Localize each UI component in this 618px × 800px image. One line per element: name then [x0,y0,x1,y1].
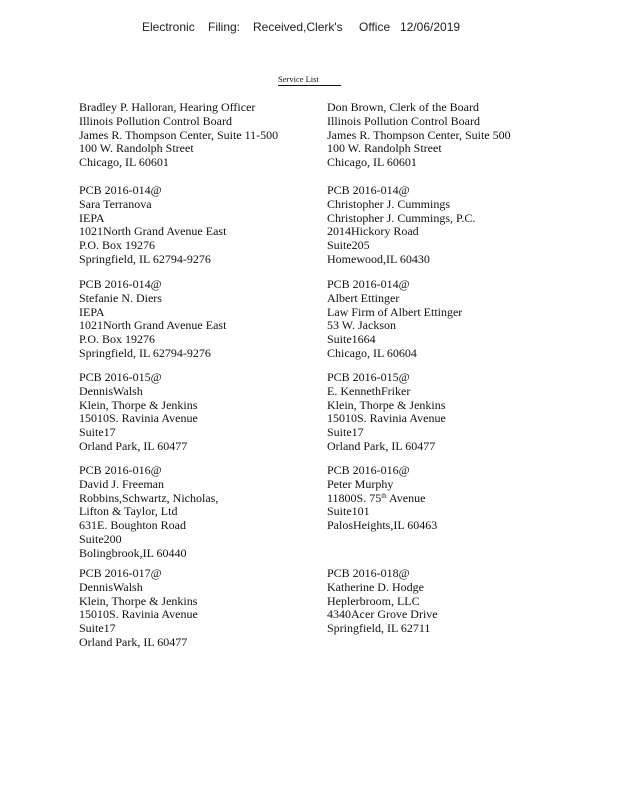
service-entry [327,101,511,170]
entry-line-prefix: 11800S. 75th Avenue [327,490,426,505]
entry-line: Orland Park, IL 60477 [79,438,188,453]
entry-line: Illinois Pollution Control Board [79,113,233,128]
service-entry [327,371,446,454]
case-number: PCB 2016-014@ [79,183,162,197]
entry-line: Bradley P. Halloran, Hearing Officer [79,100,256,114]
entry-line: Springfield, IL 62794-9276 [79,345,211,360]
entry-line: Suite17 [327,425,364,440]
entry-line: Christopher J. Cummings, P.C. [327,210,476,225]
entry-line: Don Brown, Clerk of the Board [327,100,479,114]
service-entry [327,464,437,533]
entry-line: James R. Thompson Center, Suite 11-500 [79,127,279,142]
entry-line: E. KennethFriker [327,383,411,398]
entry-line: 1021North Grand Avenue East [79,224,227,239]
entry-line: Suite200 [79,531,122,546]
entry-line: 631E. Boughton Road [79,518,186,533]
entry-line: Springfield, IL 62794-9276 [79,251,211,266]
entry-line: Christopher J. Cummings [327,196,451,211]
case-number: PCB 2016-015@ [79,370,162,384]
entry-line: Chicago, IL 60601 [327,155,417,170]
entry-line: Peter Murphy [327,476,394,491]
entry-line: 15010S. Ravinia Avenue [79,411,198,426]
service-list-title: Service List [278,74,341,86]
entry-line: Klein, Thorpe & Jenkins [79,593,198,608]
entry-line: Suite101 [327,504,370,519]
entry-line: Orland Park, IL 60477 [79,634,188,649]
entry-line: Heplerbroom, LLC [327,593,420,608]
case-number: PCB 2016-018@ [327,566,410,580]
entry-line: DennisWalsh [79,383,143,398]
entry-line: IEPA [79,210,105,225]
entry-line: Klein, Thorpe & Jenkins [79,397,198,412]
stamp-date: 12/06/2019 [400,20,461,34]
entry-line: Illinois Pollution Control Board [327,113,481,128]
service-entry [79,567,198,650]
entry-line: Albert Ettinger [327,290,400,305]
case-number: PCB 2016-014@ [327,183,410,197]
entry-line: P.O. Box 19276 [79,238,156,253]
entry-line: James R. Thompson Center, Suite 500 [327,127,511,142]
service-entry [79,371,198,454]
stamp-received: Received,Clerk's [253,20,343,34]
entry-line: Suite17 [79,425,116,440]
entry-line: P.O. Box 19276 [79,332,156,347]
entry-line: 4340Acer Grove Drive [327,607,438,622]
entry-line: 1021North Grand Avenue East [79,318,227,333]
entry-line: Homewood,IL 60430 [327,251,430,266]
service-entry [79,184,226,267]
entry-line: Suite17 [79,621,116,636]
entry-line: Orland Park, IL 60477 [327,438,436,453]
entry-line: Lifton & Taylor, Ltd [79,504,178,519]
case-number: PCB 2016-014@ [327,277,410,291]
entry-line: Chicago, IL 60601 [79,155,169,170]
entry-line: 100 W. Randolph Street [327,141,442,156]
entry-line: Law Firm of Albert Ettinger [327,304,463,319]
entry-line: Katherine D. Hodge [327,579,424,594]
entry-line: DennisWalsh [79,579,143,594]
service-entry [327,184,475,267]
entry-line: Stefanie N. Diers [79,290,162,305]
entry-line: Bolingbrook,IL 60440 [79,545,187,560]
entry-line: Klein, Thorpe & Jenkins [327,397,446,412]
entry-line: 100 W. Randolph Street [79,141,194,156]
case-number: PCB 2016-016@ [327,463,410,477]
stamp-office: Office [359,20,391,34]
entry-line [327,492,437,506]
case-number: PCB 2016-017@ [79,566,162,580]
entry-line: Suite1664 [327,332,376,347]
stamp-filing: Filing: [208,20,241,34]
case-number: PCB 2016-015@ [327,370,410,384]
service-entry [79,278,226,361]
entry-line: David J. Freeman [79,476,164,491]
entry-line: PalosHeights,IL 60463 [327,518,438,533]
entry-line: 15010S. Ravinia Avenue [327,411,446,426]
entry-line: Chicago, IL 60604 [327,345,417,360]
entry-line: 53 W. Jackson [327,318,396,333]
entry-line: 15010S. Ravinia Avenue [79,607,198,622]
entry-line: Sara Terranova [79,196,152,211]
entry-line: Robbins,Schwartz, Nicholas, [79,490,219,505]
service-entry [327,278,462,361]
entry-line: Suite205 [327,238,370,253]
entry-line: IEPA [79,304,105,319]
case-number: PCB 2016-014@ [79,277,162,291]
service-entry [327,567,438,636]
service-entry [79,101,278,170]
entry-line: 2014Hickory Road [327,224,419,239]
case-number: PCB 2016-016@ [79,463,162,477]
stamp-electronic: Electronic [142,20,195,34]
entry-line: Springfield, IL 62711 [327,621,431,636]
service-entry [79,464,218,561]
